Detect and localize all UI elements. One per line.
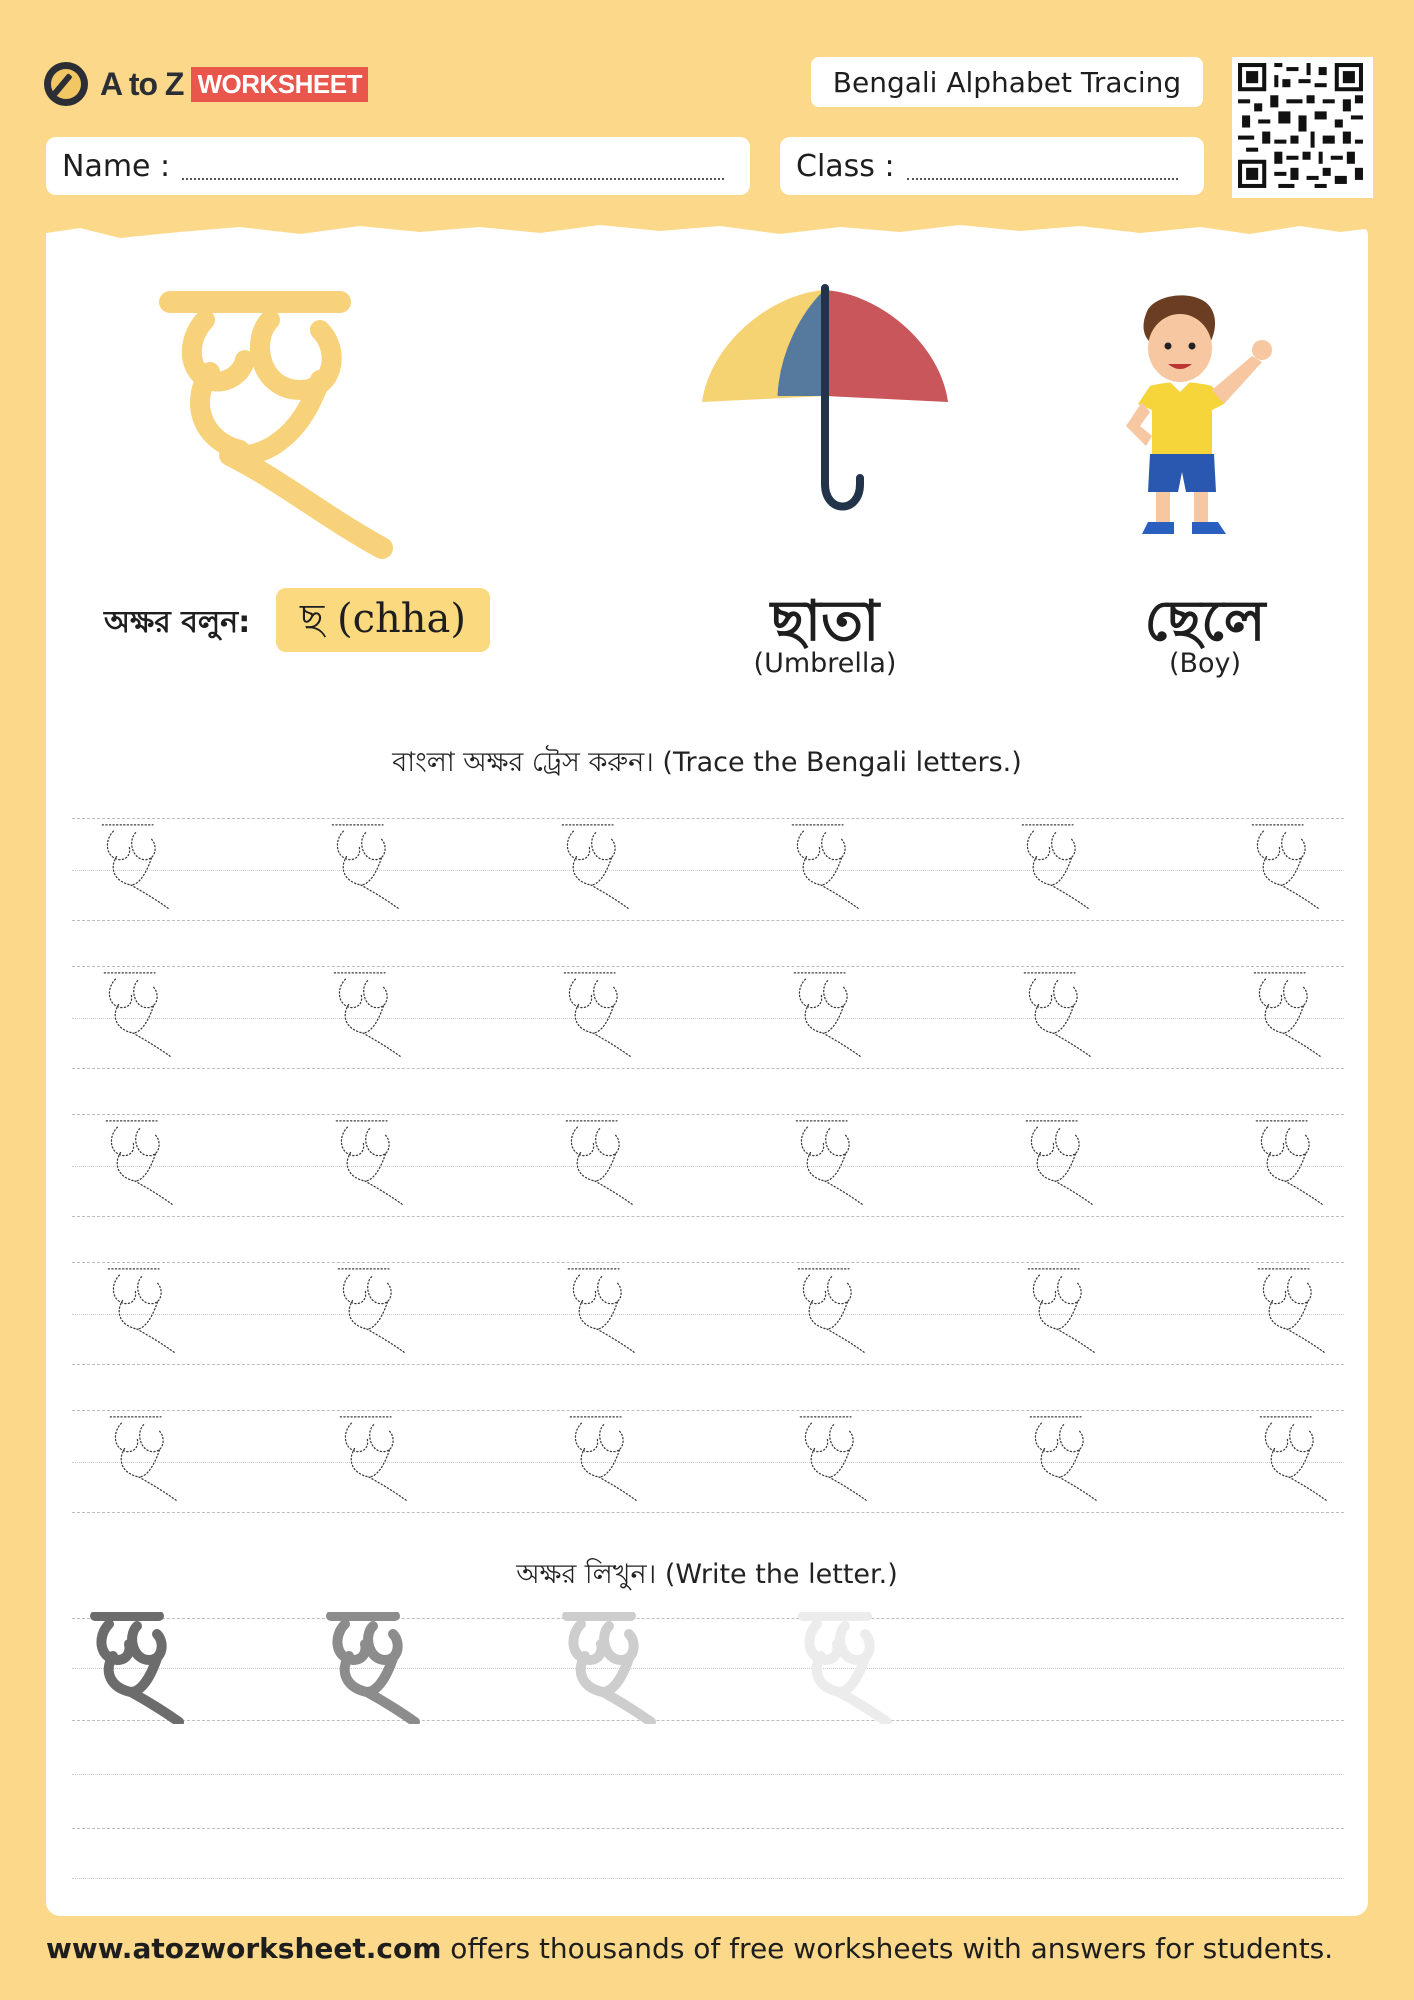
write-guide-line: [72, 1618, 1344, 1619]
trace-guide-mid: [72, 1314, 1344, 1315]
footer-text: [46, 1932, 1333, 1965]
trace-letter[interactable]: [1248, 968, 1324, 1064]
class-label: Class :: [796, 148, 895, 184]
trace-letter[interactable]: [1016, 820, 1092, 916]
write-instruction: অক্ষর লিখুন। (Write the letter.): [516, 1559, 898, 1590]
trace-letter[interactable]: [790, 1116, 866, 1212]
trace-letter[interactable]: [1022, 1264, 1098, 1360]
class-line[interactable]: [907, 152, 1178, 180]
trace-letter[interactable]: [788, 968, 864, 1064]
trace-guide-base: [72, 1512, 1344, 1513]
word-umbrella-bengali: ছাতা: [770, 589, 880, 654]
trace-letter[interactable]: [1018, 968, 1094, 1064]
write-guide-line: [72, 1668, 1344, 1669]
trace-guide-base: [72, 1068, 1344, 1069]
trace-guide-base: [72, 1216, 1344, 1217]
trace-letter[interactable]: [100, 1116, 176, 1212]
name-field[interactable]: [46, 137, 750, 195]
trace-letter[interactable]: [334, 1412, 410, 1508]
trace-letter[interactable]: [98, 968, 174, 1064]
trace-letter[interactable]: [96, 820, 172, 916]
trace-letter[interactable]: [558, 968, 634, 1064]
write-guide-line: [72, 1774, 1344, 1775]
brand-name: A to Z: [100, 65, 184, 102]
trace-letter[interactable]: [556, 820, 632, 916]
big-letter-glyph: [150, 280, 400, 560]
trace-guide-top: [72, 1114, 1344, 1115]
trace-guide-mid: [72, 1018, 1344, 1019]
trace-letter[interactable]: [330, 1116, 406, 1212]
brand-tag: WORKSHEET: [191, 67, 368, 102]
trace-letter[interactable]: [564, 1412, 640, 1508]
footer-site-link[interactable]: www.atozworksheet.com: [46, 1932, 442, 1965]
trace-letter[interactable]: [332, 1264, 408, 1360]
trace-letter[interactable]: [1246, 820, 1322, 916]
trace-guide-top: [72, 1410, 1344, 1411]
trace-guide-top: [72, 966, 1344, 967]
trace-guide-mid: [72, 1166, 1344, 1167]
trace-letter[interactable]: [102, 1264, 178, 1360]
trace-letter[interactable]: [326, 820, 402, 916]
trace-guide-mid: [72, 870, 1344, 871]
say-letter-label: অক্ষর বলুন:: [104, 605, 251, 640]
name-line[interactable]: [182, 152, 724, 180]
worksheet-title: Bengali Alphabet Tracing: [811, 57, 1203, 107]
practice-letter-faded: [80, 1612, 190, 1728]
torn-edge-decoration: [40, 214, 1374, 242]
pencil-logo-icon: [44, 62, 88, 106]
trace-letter[interactable]: [1020, 1116, 1096, 1212]
class-field[interactable]: [780, 137, 1204, 195]
brand-logo: [44, 54, 368, 114]
trace-letter[interactable]: [562, 1264, 638, 1360]
trace-letter[interactable]: [1252, 1264, 1328, 1360]
trace-guide-base: [72, 920, 1344, 921]
trace-letter[interactable]: [792, 1264, 868, 1360]
practice-letter-faded: [552, 1612, 662, 1728]
trace-guide-top: [72, 1262, 1344, 1263]
trace-letter[interactable]: [1250, 1116, 1326, 1212]
trace-letter[interactable]: [328, 968, 404, 1064]
word-umbrella-english: (Umbrella): [753, 648, 897, 679]
letter-pronunciation-pill: ছ (chha): [276, 588, 490, 652]
trace-guide-mid: [72, 1462, 1344, 1463]
practice-letter-faded: [316, 1612, 426, 1728]
practice-letter-faded: [788, 1612, 898, 1728]
trace-letter[interactable]: [786, 820, 862, 916]
write-guide-line: [72, 1828, 1344, 1829]
trace-guide-base: [72, 1364, 1344, 1365]
write-guide-line: [72, 1720, 1344, 1721]
trace-instruction: বাংলা অক্ষর ট্রেস করুন। (Trace the Bengali letters.): [392, 747, 1022, 778]
word-boy-english: (Boy): [1168, 648, 1242, 679]
trace-letter[interactable]: [1254, 1412, 1330, 1508]
boy-illustration: [1112, 286, 1288, 544]
trace-guide-top: [72, 818, 1344, 819]
name-label: Name :: [62, 148, 171, 184]
trace-letter[interactable]: [794, 1412, 870, 1508]
footer-tagline: offers thousands of free worksheets with answers for students.: [441, 1932, 1334, 1965]
umbrella-illustration: [700, 284, 950, 544]
word-boy-bengali: ছেলে: [1144, 589, 1266, 654]
write-guide-line: [72, 1878, 1344, 1879]
trace-letter[interactable]: [104, 1412, 180, 1508]
trace-letter[interactable]: [1024, 1412, 1100, 1508]
qr-code-icon[interactable]: [1232, 57, 1373, 198]
trace-letter[interactable]: [560, 1116, 636, 1212]
